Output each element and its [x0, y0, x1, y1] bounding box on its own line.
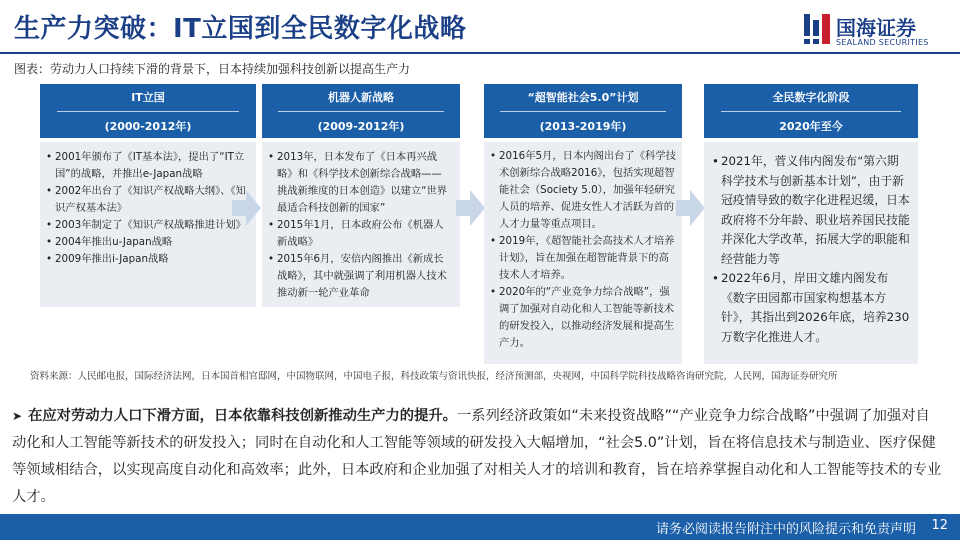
stage-column-robot	[262, 84, 460, 299]
policy-item: • 2002年出台了《知识产权战略大纲》、《知识产权基本法》	[46, 183, 248, 217]
arrow-right-icon	[456, 188, 486, 228]
logo-subtitle: SEALAND SECURITIES	[836, 38, 929, 47]
stage-header	[484, 84, 682, 138]
stage-period: (2009-2012年)	[317, 119, 405, 133]
header-divider	[721, 111, 901, 112]
stage-column-society5	[484, 84, 682, 349]
stage-header	[262, 84, 460, 138]
page-number: 12	[931, 518, 948, 533]
page-title: 生产力突破：IT立国到全民数字化战略	[14, 14, 467, 44]
header-divider	[57, 111, 238, 112]
policy-item: • 2022年6月，岸田文雄内阁发布《数字田园都市国家构想基本方针》，其指出到2026年底，培养230万数字化推进人才。	[712, 269, 910, 347]
arrow-right-icon	[676, 188, 706, 228]
stage-column-digital	[704, 84, 918, 344]
policy-item: • 2019年，《超智能社会高技术人才培养计划》，旨在加强在超智能背景下的高技术人才培养。	[490, 233, 676, 284]
summary-body: 一系列经济政策如“未来投资战略”“产业竞争力综合战略”中强调了加强对自动化和人工智能等新技术的研发投入；同时在自动化和人工智能等领域的研发投入大幅增加，“社会5.0”计划，旨在将信息技术与制造业、医疗保健等领域相结合，以实现高度自动化和高效率；此外，日本政府和企业加强了对相关人才的培训和教育，旨在培养掌握自动化和人工智能等技术的专业人才。	[12, 408, 942, 505]
summary-lead: 在应对劳动力人口下滑方面，日本依靠科技创新推动生产力的提升。	[28, 408, 457, 424]
logo-mark-icon	[804, 14, 830, 44]
stage-title: 全民数字化阶段	[772, 90, 850, 104]
arrow-bullet-icon: ➤	[12, 409, 23, 423]
policy-item: • 2013年，日本发布了《日本再兴战略》和《科学技术创新综合战略——挑战新维度的日本创造》以建立“世界最适合科技创新的国家”	[268, 149, 452, 217]
policy-item: • 2015年6月，安倍内阁推出《新成长战略》，其中就强调了利用机器人技术推动新一轮产业革命	[268, 251, 452, 302]
summary-paragraph	[12, 403, 942, 511]
stage-body	[704, 142, 918, 364]
header-divider	[500, 111, 666, 112]
policy-item: • 2001年颁布了《IT基本法》，提出了“IT立国”的战略，并推出e-Japan战略	[46, 149, 248, 183]
footer-disclaimer: 请务必阅读报告附注中的风险提示和免责声明	[655, 522, 916, 537]
header-divider	[278, 111, 444, 112]
company-logo	[804, 10, 954, 52]
stage-header	[704, 84, 918, 138]
policy-item: • 2004年推出u-Japan战略	[46, 234, 248, 251]
stage-header	[40, 84, 256, 138]
stage-column-it	[40, 84, 256, 265]
stage-title: “超智能社会5.0”计划	[527, 90, 639, 104]
policy-item: • 2015年1月，日本政府公布《机器人新战略》	[268, 217, 452, 251]
policy-item: • 2009年推出i-Japan战略	[46, 251, 248, 268]
stage-body	[484, 142, 682, 364]
stage-title: IT立国	[131, 90, 165, 104]
policy-item: • 2003年制定了《知识产权战略推进计划》	[46, 217, 248, 234]
stage-period: (2013-2019年)	[539, 119, 627, 133]
stage-period: (2000-2012年)	[104, 119, 192, 133]
policy-item: • 2020年的“产业竞争力综合战略”，强调了加强对自动化和人工智能等新技术的研发投入，以推动经济发展和提高生产力。	[490, 284, 676, 352]
policy-item: • 2021年，菅义伟内阁发布“第六期科学技术与创新基本计划”，由于新冠疫情导致的数字化进程迟缓，日本政府将不分年龄、职业培养国民技能并深化大学改革，拓展大学的职能和经营能力等	[712, 152, 910, 269]
source-note: 资料来源：人民邮电报，国际经济法网，日本国首相官邸网，中国物联网，中国电子报，科技政策与资讯快报，经济预测部，央视网，中国科学院科技战略咨询研究院，人民网，国海证券研究所	[30, 371, 838, 382]
stage-body	[262, 142, 460, 307]
title-divider	[0, 52, 960, 54]
footer-bar	[0, 514, 960, 540]
policy-item: • 2016年5月，日本内阁出台了《科学技术创新综合战略2016》，包括实现超智能社会（Society 5.0），加强年轻研究人员的培养、促进女性人才活跃为首的人才力量等重点项目。	[490, 148, 676, 233]
figure-caption: 图表：劳动力人口持续下滑的背景下，日本持续加强科技创新以提高生产力	[14, 62, 411, 76]
logo-name: 国海证券	[836, 16, 916, 40]
stage-period: 2020年至今	[779, 119, 843, 133]
stage-title: 机器人新战略	[328, 90, 394, 104]
stage-body	[40, 142, 256, 307]
arrow-right-icon	[232, 188, 262, 228]
